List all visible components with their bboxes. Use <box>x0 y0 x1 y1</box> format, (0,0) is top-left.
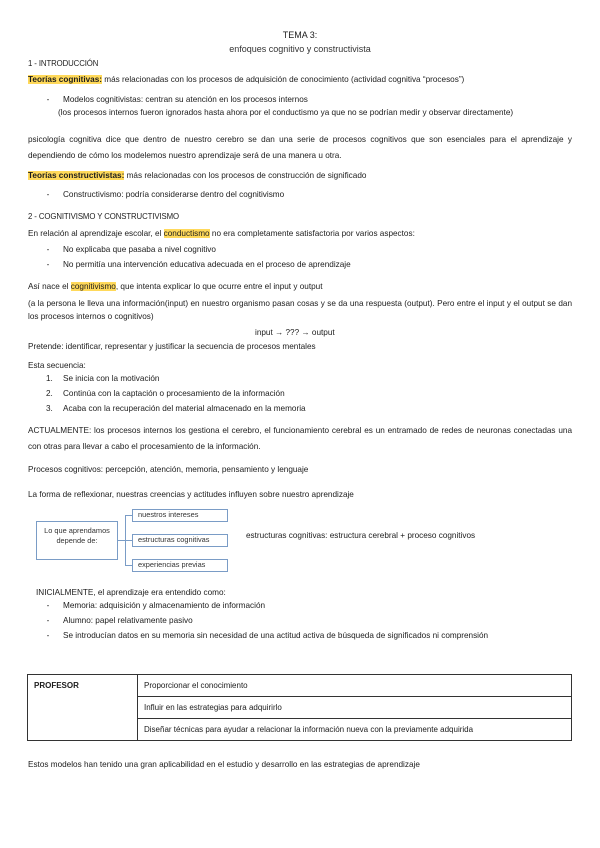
diagram-item-label: nuestros intereses <box>138 510 199 519</box>
bullet-modelos-continuation: (los procesos internos fueron ignorados hasta ahora por el conductismo ya que no se podrían medir y observar directamente) <box>58 108 514 117</box>
bullet-modelos-cognitivistas: Modelos cognitivistas: centran su atención en los procesos internos <box>63 95 308 104</box>
conductismo-term: conductismo <box>163 229 210 238</box>
closing-line: Estos modelos han tenido una gran aplicabilidad en el estudio y desarrollo en las estrategias de aprendizaje <box>28 760 420 769</box>
profesor-table <box>27 674 572 741</box>
diagram-side-note: estructuras cognitivas: estructura cerebral + proceso cognitivos <box>246 531 476 540</box>
procesos-cognitivos-line: Procesos cognitivos: percepción, atención, memoria, pensamiento y lenguaje <box>28 465 309 474</box>
table-label-cell: PROFESOR <box>28 675 138 741</box>
table-row <box>28 675 572 697</box>
input-output-flow: input → ??? → output <box>255 328 335 337</box>
diagram-connector <box>125 515 132 516</box>
diagram-root-label: Lo que aprendamos depende de: <box>44 526 110 545</box>
bullet-dash: - <box>46 190 50 199</box>
bullet-alumno: Alumno: papel relativamente pasivo <box>63 616 193 625</box>
conductismo-intro-post: no era completamente satisfactoria por varios aspectos: <box>209 229 415 238</box>
teorias-constructivistas-text: más relacionadas con los procesos de construcción de significado <box>124 171 367 180</box>
forma-reflexionar-line: La forma de reflexionar, nuestras creencias y actitudes influyen sobre nuestro aprendizaje <box>28 490 354 499</box>
step-item: Se inicia con la motivación <box>63 374 160 383</box>
bullet-dash: - <box>46 616 50 625</box>
inicialmente-heading: INICIALMENTE, el aprendizaje era entendido como: <box>36 588 226 597</box>
diagram-item-label: experiencias previas <box>138 560 206 569</box>
input-output-paragraph: (a la persona le lleva una información(input) en nuestro organismo pasan cosas y se da una respuesta (output). Pero entre el input y el output se dan los procesos internos o cognitivos) <box>28 299 572 322</box>
bullet-introducian: Se introducían datos en su memoria sin necesidad de una actitud activa de búsqueda de significados ni comprensión <box>63 631 489 640</box>
teorias-constructivistas-term: Teorías constructivistas: <box>28 171 125 180</box>
step-number: 2. <box>46 389 53 398</box>
cognitivismo-intro-pre: Así nace el <box>28 282 71 291</box>
table-cell: Diseñar técnicas para ayudar a relacionar la información nueva con la previamente adquirida <box>138 719 572 741</box>
cognitivismo-intro-post: , que intenta explicar lo que ocurre entre el input y output <box>115 282 323 291</box>
diagram-connector <box>118 540 125 541</box>
section-heading-cognitivismo: 2 - COGNITIVISMO Y CONSTRUCTIVISMO <box>28 212 179 221</box>
bullet-dash: - <box>46 95 50 104</box>
psicologia-cognitiva-paragraph: psicología cognitiva dice que dentro de nuestro cerebro se dan una serie de procesos cognitivos que son esenciales para el aprendizaje y dependiendo de cómo los modelemos nuestro aprendizaje será de una manera u otra. <box>28 135 572 160</box>
page-subtitle: enfoques cognitivo y constructivista <box>229 44 371 54</box>
cognitivismo-intro-line <box>28 282 322 292</box>
teorias-cognitivas-term: Teorías cognitivas: <box>28 75 103 84</box>
step-number: 3. <box>46 404 53 413</box>
secuencia-label: Esta secuencia: <box>28 361 86 370</box>
table-cell: Influir en las estrategias para adquirirlo <box>138 697 572 719</box>
bullet-no-explicaba: No explicaba que pasaba a nivel cognitivo <box>63 245 216 254</box>
diagram-connector <box>125 540 132 541</box>
bullet-dash: - <box>46 631 50 640</box>
bullet-constructivismo: Constructivismo: podría considerarse dentro del cognitivismo <box>63 190 285 199</box>
teorias-cognitivas-text: más relacionadas con los procesos de adquisición de conocimiento (actividad cognitiva “procesos”) <box>102 75 465 84</box>
bullet-no-permitia: No permitía una intervención educativa adecuada en el proceso de aprendizaje <box>63 260 351 269</box>
step-item: Continúa con la captación o procesamiento de la información <box>63 389 285 398</box>
cognitivismo-term: cognitivismo <box>70 282 116 291</box>
conductismo-intro-line <box>28 229 415 239</box>
section-heading-introduccion: 1 - INTRODUCCIÓN <box>28 59 99 68</box>
teorias-constructivistas-line <box>28 171 366 181</box>
diagram-connector <box>125 565 132 566</box>
pretende-line: Pretende: identificar, representar y justificar la secuencia de procesos mentales <box>28 342 316 351</box>
teorias-cognitivas-line <box>28 75 464 85</box>
diagram-item-label: estructuras cognitivas <box>138 535 210 544</box>
table-cell: Proporcionar el conocimiento <box>138 675 572 697</box>
conductismo-intro-pre: En relación al aprendizaje escolar, el <box>28 229 164 238</box>
step-item: Acaba con la recuperación del material almacenado en la memoria <box>63 404 306 413</box>
step-number: 1. <box>46 374 53 383</box>
bullet-dash: - <box>46 260 50 269</box>
bullet-dash: - <box>46 601 50 610</box>
bullet-dash: - <box>46 245 50 254</box>
actualmente-paragraph: ACTUALMENTE: los procesos internos los gestiona el cerebro, el funcionamiento cerebral es un entramado de redes de neuronas conectadas una con otras para llevar a cabo el procesamiento de la información. <box>28 426 572 451</box>
page-title: TEMA 3: <box>282 30 318 40</box>
bullet-memoria: Memoria: adquisición y almacenamiento de información <box>63 601 266 610</box>
